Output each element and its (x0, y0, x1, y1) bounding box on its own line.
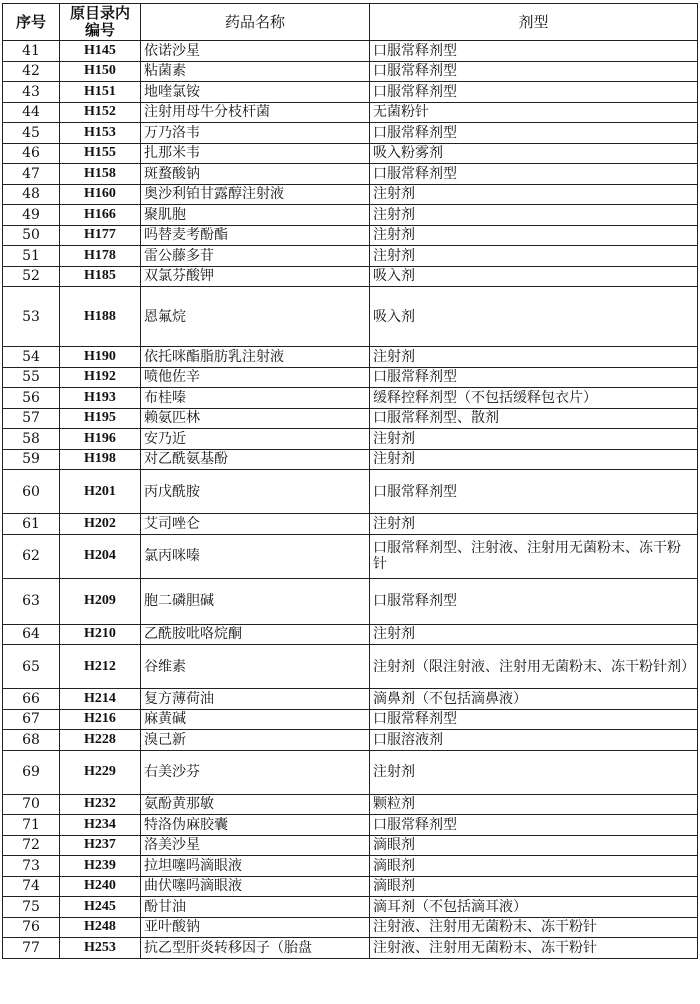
row-name: 对乙酰氨基酚 (141, 449, 370, 470)
row-form: 注射液、注射用无菌粉末、冻干粉针 (370, 938, 698, 959)
table-row (3, 897, 698, 918)
row-name: 氯丙咪嗪 (141, 534, 370, 578)
row-name: 麻黄碱 (141, 709, 370, 730)
row-code: H214 (60, 689, 141, 710)
row-form: 注射剂 (370, 184, 698, 205)
table-row (3, 287, 698, 347)
row-name: 吗替麦考酚酯 (141, 225, 370, 246)
row-form: 口服常释剂型 (370, 164, 698, 185)
table-row (3, 347, 698, 368)
table-row (3, 689, 698, 710)
row-seq: 42 (3, 61, 60, 82)
row-code: H216 (60, 709, 141, 730)
row-name: 复方薄荷油 (141, 689, 370, 710)
row-form: 颗粒剂 (370, 794, 698, 815)
row-seq: 74 (3, 876, 60, 897)
row-code: H240 (60, 876, 141, 897)
table-row (3, 624, 698, 645)
row-code: H193 (60, 388, 141, 409)
row-form: 注射剂 (370, 514, 698, 535)
row-form: 注射剂 (370, 429, 698, 450)
row-code: H228 (60, 730, 141, 751)
table-row (3, 709, 698, 730)
row-code: H253 (60, 938, 141, 959)
row-seq: 72 (3, 835, 60, 856)
row-code: H158 (60, 164, 141, 185)
table-row (3, 750, 698, 794)
row-form: 注射剂 (370, 225, 698, 246)
table-row (3, 835, 698, 856)
row-seq: 58 (3, 429, 60, 450)
row-form: 注射剂 (370, 624, 698, 645)
row-seq: 57 (3, 408, 60, 429)
row-form: 吸入剂 (370, 287, 698, 347)
table-row (3, 102, 698, 123)
table-row (3, 123, 698, 144)
row-name: 依托咪酯脂肪乳注射液 (141, 347, 370, 368)
row-code: H204 (60, 534, 141, 578)
row-name: 赖氨匹林 (141, 408, 370, 429)
row-form: 口服常释剂型 (370, 578, 698, 624)
row-code: H178 (60, 246, 141, 267)
table-row (3, 205, 698, 226)
row-seq: 76 (3, 917, 60, 938)
row-code: H237 (60, 835, 141, 856)
row-seq: 60 (3, 470, 60, 514)
table-row (3, 794, 698, 815)
drug-list-table (2, 3, 698, 959)
table-row (3, 41, 698, 62)
row-seq: 62 (3, 534, 60, 578)
row-name: 奥沙利铂甘露醇注射液 (141, 184, 370, 205)
row-seq: 75 (3, 897, 60, 918)
table-row (3, 164, 698, 185)
row-seq: 61 (3, 514, 60, 535)
row-code: H196 (60, 429, 141, 450)
row-name: 右美沙芬 (141, 750, 370, 794)
table-row (3, 61, 698, 82)
row-name: 酚甘油 (141, 897, 370, 918)
table-row (3, 184, 698, 205)
table-row (3, 514, 698, 535)
row-form: 口服常释剂型 (370, 709, 698, 730)
row-name: 地喹氯铵 (141, 82, 370, 103)
row-form: 滴眼剂 (370, 856, 698, 877)
table-row (3, 876, 698, 897)
row-code: H202 (60, 514, 141, 535)
row-seq: 64 (3, 624, 60, 645)
row-form: 注射剂（限注射液、注射用无菌粉末、冻干粉针剂） (370, 645, 698, 689)
row-name: 亚叶酸钠 (141, 917, 370, 938)
row-code: H248 (60, 917, 141, 938)
row-seq: 41 (3, 41, 60, 62)
row-seq: 43 (3, 82, 60, 103)
row-seq: 46 (3, 143, 60, 164)
row-name: 粘菌素 (141, 61, 370, 82)
row-name: 曲伏噻吗滴眼液 (141, 876, 370, 897)
row-code: H177 (60, 225, 141, 246)
row-name: 喷他佐辛 (141, 367, 370, 388)
row-name: 扎那米韦 (141, 143, 370, 164)
row-seq: 47 (3, 164, 60, 185)
row-code: H195 (60, 408, 141, 429)
row-form: 滴鼻剂（不包括滴鼻液） (370, 689, 698, 710)
row-form: 口服常释剂型 (370, 470, 698, 514)
row-name: 依诺沙星 (141, 41, 370, 62)
row-form: 注射剂 (370, 750, 698, 794)
row-seq: 55 (3, 367, 60, 388)
form-header: 剂型 (370, 4, 698, 41)
row-name: 乙酰胺吡咯烷酮 (141, 624, 370, 645)
table-row (3, 408, 698, 429)
row-name: 丙戊酰胺 (141, 470, 370, 514)
row-name: 恩氟烷 (141, 287, 370, 347)
row-seq: 77 (3, 938, 60, 959)
table-row (3, 266, 698, 287)
table-row (3, 367, 698, 388)
row-seq: 70 (3, 794, 60, 815)
table-row (3, 938, 698, 959)
row-name: 斑蝥酸钠 (141, 164, 370, 185)
row-seq: 65 (3, 645, 60, 689)
row-seq: 48 (3, 184, 60, 205)
row-form: 口服常释剂型、散剂 (370, 408, 698, 429)
row-seq: 54 (3, 347, 60, 368)
row-form: 口服常释剂型 (370, 82, 698, 103)
code-header: 原目录内编号 (60, 4, 141, 41)
table-row (3, 429, 698, 450)
row-form: 注射剂 (370, 246, 698, 267)
row-form: 注射剂 (370, 449, 698, 470)
row-seq: 73 (3, 856, 60, 877)
row-form: 口服常释剂型 (370, 61, 698, 82)
row-seq: 68 (3, 730, 60, 751)
row-seq: 67 (3, 709, 60, 730)
row-name: 万乃洛韦 (141, 123, 370, 144)
row-form: 注射液、注射用无菌粉末、冻干粉针 (370, 917, 698, 938)
row-seq: 56 (3, 388, 60, 409)
row-name: 布桂嗪 (141, 388, 370, 409)
row-form: 口服溶液剂 (370, 730, 698, 751)
row-code: H209 (60, 578, 141, 624)
row-code: H201 (60, 470, 141, 514)
row-name: 溴己新 (141, 730, 370, 751)
row-code: H198 (60, 449, 141, 470)
row-seq: 50 (3, 225, 60, 246)
row-form: 滴眼剂 (370, 835, 698, 856)
row-form: 注射剂 (370, 347, 698, 368)
row-name: 洛美沙星 (141, 835, 370, 856)
row-name: 氨酚黄那敏 (141, 794, 370, 815)
row-code: H212 (60, 645, 141, 689)
table-row (3, 578, 698, 624)
table-row (3, 143, 698, 164)
table-row (3, 856, 698, 877)
table-row (3, 917, 698, 938)
row-name: 雷公藤多苷 (141, 246, 370, 267)
row-name: 安乃近 (141, 429, 370, 450)
table-row (3, 534, 698, 578)
row-seq: 53 (3, 287, 60, 347)
row-code: H192 (60, 367, 141, 388)
row-form: 口服常释剂型、注射液、注射用无菌粉末、冻干粉针 (370, 534, 698, 578)
row-seq: 52 (3, 266, 60, 287)
row-name: 拉坦噻吗滴眼液 (141, 856, 370, 877)
table-row (3, 470, 698, 514)
row-name: 胞二磷胆碱 (141, 578, 370, 624)
row-name: 艾司唑仑 (141, 514, 370, 535)
row-form: 无菌粉针 (370, 102, 698, 123)
table-row (3, 730, 698, 751)
name-header: 药品名称 (141, 4, 370, 41)
row-code: H190 (60, 347, 141, 368)
row-code: H155 (60, 143, 141, 164)
table-row (3, 388, 698, 409)
row-code: H150 (60, 61, 141, 82)
row-name: 双氯芬酸钾 (141, 266, 370, 287)
row-form: 口服常释剂型 (370, 41, 698, 62)
row-form: 口服常释剂型 (370, 367, 698, 388)
row-form: 口服常释剂型 (370, 815, 698, 836)
row-form: 滴耳剂（不包括滴耳液） (370, 897, 698, 918)
row-seq: 66 (3, 689, 60, 710)
row-form: 吸入剂 (370, 266, 698, 287)
table-row (3, 246, 698, 267)
table-row (3, 225, 698, 246)
table-header-row (3, 4, 698, 41)
row-seq: 59 (3, 449, 60, 470)
row-code: H188 (60, 287, 141, 347)
table-row (3, 449, 698, 470)
seq-header: 序号 (3, 4, 60, 41)
row-name: 注射用母牛分枝杆菌 (141, 102, 370, 123)
row-seq: 51 (3, 246, 60, 267)
row-seq: 63 (3, 578, 60, 624)
row-code: H152 (60, 102, 141, 123)
row-code: H145 (60, 41, 141, 62)
table-row (3, 82, 698, 103)
row-form: 吸入粉雾剂 (370, 143, 698, 164)
row-code: H185 (60, 266, 141, 287)
row-code: H210 (60, 624, 141, 645)
row-seq: 44 (3, 102, 60, 123)
row-code: H229 (60, 750, 141, 794)
row-seq: 71 (3, 815, 60, 836)
row-code: H239 (60, 856, 141, 877)
table-row (3, 645, 698, 689)
row-code: H166 (60, 205, 141, 226)
row-name: 聚肌胞 (141, 205, 370, 226)
row-name: 抗乙型肝炎转移因子（胎盘 (141, 938, 370, 959)
row-form: 缓释控释剂型（不包括缓释包衣片） (370, 388, 698, 409)
table-row (3, 815, 698, 836)
table-body (3, 41, 698, 959)
row-seq: 49 (3, 205, 60, 226)
row-code: H151 (60, 82, 141, 103)
row-code: H245 (60, 897, 141, 918)
row-form: 滴眼剂 (370, 876, 698, 897)
row-code: H234 (60, 815, 141, 836)
row-seq: 45 (3, 123, 60, 144)
row-code: H160 (60, 184, 141, 205)
row-code: H232 (60, 794, 141, 815)
row-name: 特洛伪麻胶囊 (141, 815, 370, 836)
row-form: 口服常释剂型 (370, 123, 698, 144)
row-code: H153 (60, 123, 141, 144)
row-name: 谷维素 (141, 645, 370, 689)
row-seq: 69 (3, 750, 60, 794)
row-form: 注射剂 (370, 205, 698, 226)
